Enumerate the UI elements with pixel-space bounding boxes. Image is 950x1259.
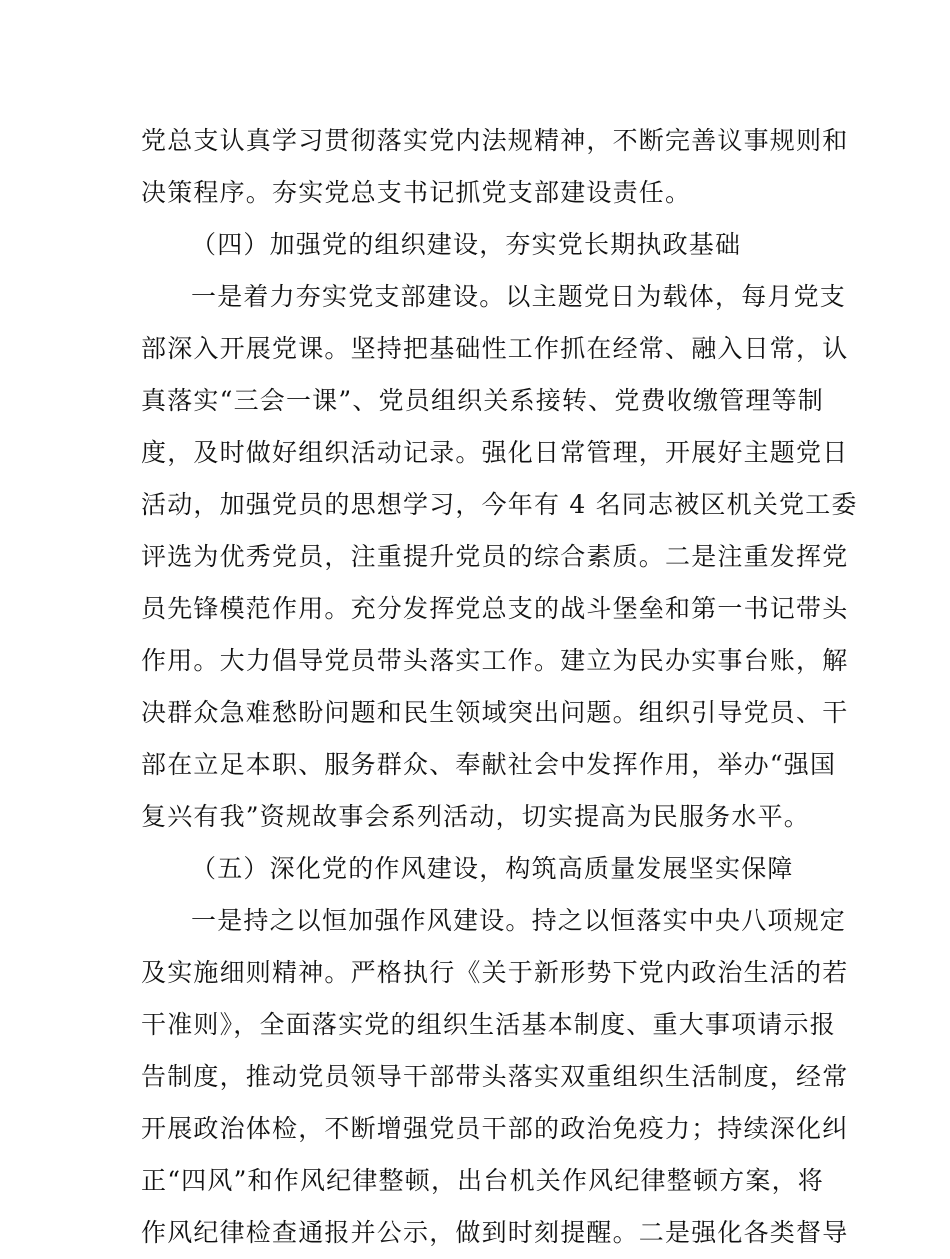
text-line: 评选为优秀党员，注重提升党员的综合素质。二是注重发挥党 [141, 542, 849, 571]
paragraph-start-line: 一是着力夯实党支部建设。以主题党日为载体，每月党支 [191, 282, 847, 311]
text-line: 活动，加强党员的思想学习，今年有 4 名同志被区机关党工委 [141, 490, 858, 519]
text-line: 干准则》，全面落实党的组织生活基本制度、重大事项请示报 [141, 1010, 836, 1039]
text-line: 决策程序。夯实党总支书记抓党支部建设责任。 [141, 178, 692, 207]
text-line: 党总支认真学习贯彻落实党内法规精神，不断完善议事规则和 [141, 126, 849, 155]
text-line: 员先锋模范作用。充分发挥党总支的战斗堡垒和第一书记带头 [141, 594, 849, 623]
section-heading-5: （五）深化党的作风建设，构筑高质量发展坚实保障 [191, 854, 794, 883]
text-line: 正“四风”和作风纪律整顿，出台机关作风纪律整顿方案，将 [141, 1166, 824, 1195]
text-line: 真落实“三会一课”、党员组织关系接转、党费收缴管理等制 [141, 386, 824, 415]
paragraph-start-line: 一是持之以恒加强作风建设。持之以恒落实中央八项规定 [191, 906, 847, 935]
text-line: 度，及时做好组织活动记录。强化日常管理，开展好主题党日 [141, 438, 849, 467]
text-line: 及实施细则精神。严格执行《关于新形势下党内政治生活的若 [141, 958, 849, 987]
text-line: 开展政治体检，不断增强党员干部的政治免疫力；持续深化纠 [141, 1114, 849, 1143]
text-line: 决群众急难愁盼问题和民生领域突出问题。组织引导党员、干 [141, 698, 849, 727]
document-body [141, 115, 858, 1259]
text-line: 部在立足本职、服务群众、奉献社会中发挥作用，举办“强国 [141, 750, 837, 779]
text-line: 部深入开展党课。坚持把基础性工作抓在经常、融入日常，认 [141, 334, 849, 363]
section-heading-4: （四）加强党的组织建设，夯实党长期执政基础 [191, 230, 742, 259]
text-line: 作用。大力倡导党员带头落实工作。建立为民办实事台账，解 [141, 646, 849, 675]
text-line: 告制度，推动党员领导干部带头落实双重组织生活制度，经常 [141, 1062, 849, 1091]
text-line: 作风纪律检查通报并公示，做到时刻提醒。二是强化各类督导 [141, 1218, 849, 1247]
text-line: 复兴有我”资规故事会系列活动，切实提高为民服务水平。 [141, 802, 810, 831]
